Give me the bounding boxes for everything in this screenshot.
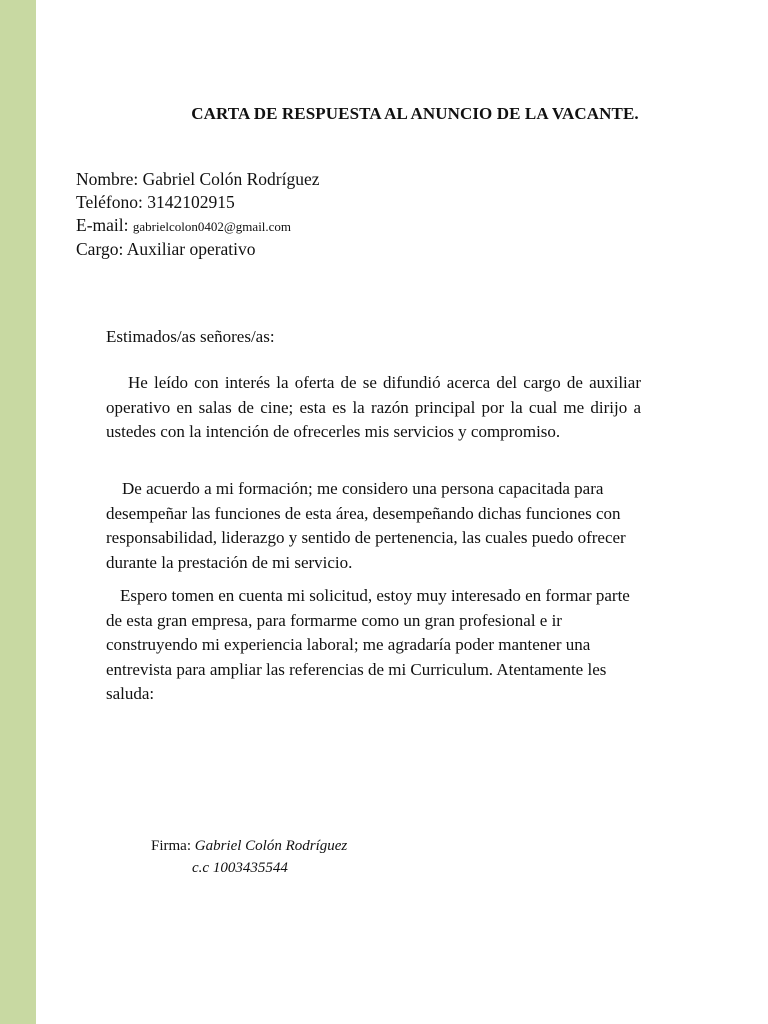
body-paragraph-3 — [106, 584, 641, 707]
phone-value: 3142102915 — [147, 192, 235, 212]
position-label: Cargo: — [76, 239, 124, 259]
email-value: gabrielcolon0402@gmail.com — [132, 219, 292, 234]
contact-block — [76, 168, 320, 261]
name-value: Gabriel Colón Rodríguez — [142, 169, 320, 189]
position-value: Auxiliar operativo — [126, 239, 256, 259]
contact-position-line — [76, 238, 320, 261]
letter-page — [36, 0, 768, 1024]
body-paragraph-2 — [106, 477, 641, 575]
signature-name: Gabriel Colón Rodríguez — [194, 838, 348, 854]
greeting: Estimados/as señores/as: — [106, 327, 275, 346]
contact-name-line — [76, 168, 320, 191]
signature-block — [151, 835, 347, 879]
contact-phone-line — [76, 191, 320, 214]
contact-email-line — [76, 214, 320, 238]
letter-title: CARTA DE RESPUESTA AL ANUNCIO DE LA VACANTE. — [191, 104, 639, 123]
phone-label: Teléfono: — [76, 192, 143, 212]
paragraph-1-text: He leído con interés la oferta de se difundió acerca del cargo de auxiliar operativo en salas de cine; esta es la razón principal por la cual me dirijo a ustedes con la intención de ofrecerles mis servicios y compromiso. — [106, 373, 641, 442]
paragraph-2-text: De acuerdo a mi formación; me considero una persona capacitada para desempeñar las funciones de esta área, desempeñando dichas funciones con responsabilidad, liderazgo y sentido de pertenencia, las cuales puedo ofrecer durante la prestación de mi servicio. — [106, 479, 626, 572]
signature-id: c.c 1003435544 — [192, 860, 288, 876]
signature-label: Firma: — [151, 838, 191, 854]
body-paragraph-1 — [106, 371, 641, 445]
name-label: Nombre: — [76, 169, 139, 189]
paragraph-3-text: Espero tomen en cuenta mi solicitud, estoy muy interesado en formar parte de esta gran empresa, para formarme como un gran profesional e ir construyendo mi experiencia laboral; me agradaría poder mantener una entrevista para ampliar las referencias de mi Curriculum. Atentamente les saluda: — [106, 586, 630, 704]
side-accent-bar — [0, 0, 36, 1024]
email-label: E-mail: — [76, 215, 129, 235]
